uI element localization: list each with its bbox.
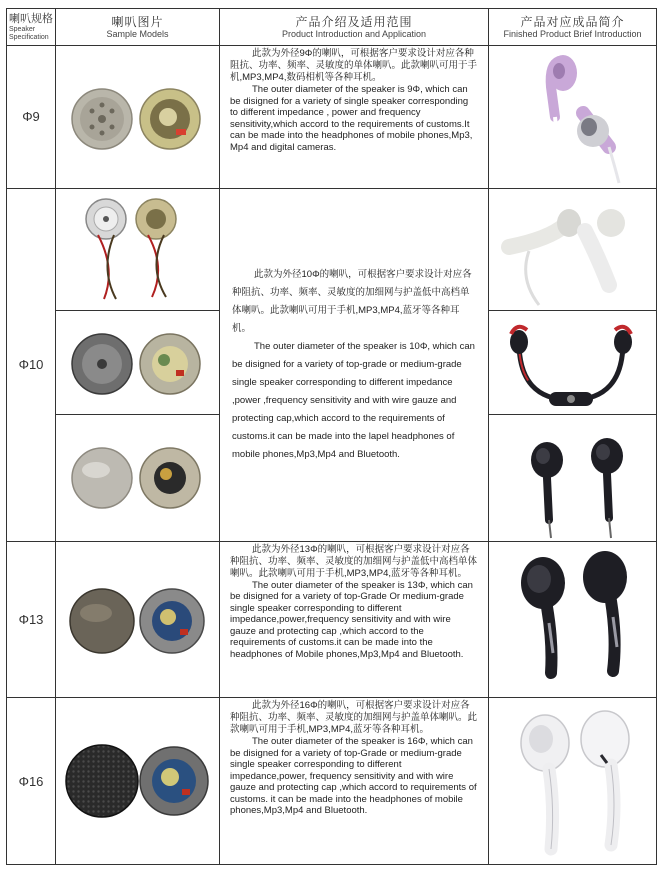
header-finished: 产品对应成品简介 Finished Product Brief Introduction <box>489 9 657 46</box>
white-earphone-image <box>489 189 655 309</box>
speaker-image-cell <box>56 415 220 541</box>
speaker-10-silver-image <box>56 416 219 540</box>
product-intro <box>220 46 489 188</box>
table-row <box>7 188 657 310</box>
earphone-image-cell <box>489 46 657 188</box>
earphone-image-cell <box>489 698 657 865</box>
table-row <box>7 698 657 865</box>
product-intro <box>220 188 489 541</box>
black-bud-earphone-image <box>489 543 655 697</box>
table-row <box>7 541 657 698</box>
earphone-image-cell <box>489 188 657 310</box>
speaker-13-image <box>56 543 219 697</box>
intro-cn: 此款为外径10Φ的喇叭，可根据客户要求设计对应各种阻抗、功率、频率、灵敏度的加细网与护盖低中高档单体喇叭。此款喇叭可用于手机,MP3,MP4,蓝牙等各种耳机。 <box>232 268 472 334</box>
intro-cn: 此款为外径16Φ的喇叭，可根据客户要求设计对应各种阻抗、功率、频率、灵敏度的加细网与护盖单体喇叭。此款喇叭可用于手机,MP3,MP4,蓝牙等各种耳机。 <box>230 700 478 736</box>
intro-en: The outer diameter of the speaker is 16Φ, which can be disigned for a variety of top-Grade or medium-grade single speaker corresponding to different impedance,power, frequency sensitivity and with wire gauze and protecting cap ,which accord to requirements of customs. it can be made into the headphones of mobile phones,Mp3,Mp4 and Bluetooth. <box>230 736 477 817</box>
spec-cell: Φ9 <box>7 46 56 188</box>
earphone-image-cell <box>489 311 657 415</box>
speaker-image-cell <box>56 188 220 310</box>
black-earphone-image <box>489 416 655 540</box>
intro-en: The outer diameter of the speaker is 13Φ, which can be disigned for a variety of top-Grade Or medium-grade single speaker corresponding to different impedance,power,frequency sensitivity and with wire gauze and protecting cap ,which accord to the requirements of customs.it can be made into the headphones of Mobile phones,Mp3,Mp4 and Bluetooth. <box>230 579 473 660</box>
purple-earphone-image <box>489 47 655 187</box>
table-row <box>7 46 657 188</box>
intro-en: The outer diameter of the speaker is 10Φ, which can be disigned for a variety of top-grade or medium-grade single speaker corresponding to different impedance ,power ,frequency sensitivity and with wire gauze and protecting cap,which accord to the requirements of customs.it can be made into the lapel headphones of mobile phones,Mp3,Mp4 and Bluetooth. <box>232 340 475 460</box>
header-spec: 喇叭规格 Speaker Specification <box>7 9 56 46</box>
header-row <box>7 9 657 46</box>
spec-cell: Φ13 <box>7 541 56 698</box>
spec-cell: Φ10 <box>7 188 56 541</box>
header-intro: 产品介绍及适用范围 Product Introduction and Application <box>220 9 489 46</box>
header-sample: 喇叭图片 Sample Models <box>56 9 220 46</box>
speaker-image-cell <box>56 698 220 865</box>
speaker-spec-table <box>6 8 657 865</box>
product-intro <box>220 541 489 698</box>
spec-sheet <box>6 8 656 865</box>
spec-cell: Φ16 <box>7 698 56 865</box>
speaker-image-cell <box>56 541 220 698</box>
speaker-16-image <box>56 699 219 863</box>
speaker-9-image <box>56 47 219 187</box>
intro-en: The outer diameter of the speaker is 9Φ, which can be disigned for a variety of single speaker corresponding to different impedance , power and frequency sensitivity,which accord to the requirements of customs.It can be made into the headphones of mobile phones,Mp3, Mp4 and digital cameras. <box>230 84 473 153</box>
speaker-image-cell <box>56 46 220 188</box>
speaker-image-cell <box>56 311 220 415</box>
earphone-image-cell <box>489 415 657 541</box>
neckband-earphone-image <box>489 312 655 414</box>
intro-cn: 此款为外径13Φ的喇叭，可根据客户要求设计对应各种阻抗、功率、频率、灵敏度的加细网与护盖低中高档单体喇叭。此款喇叭可用于手机,MP3,MP4,蓝牙等各种耳机。 <box>230 543 478 579</box>
speaker-10-wired-image <box>56 189 219 309</box>
earphone-image-cell <box>489 541 657 698</box>
white-bud-earphone-image <box>489 699 655 863</box>
speaker-10-image <box>56 312 219 414</box>
intro-cn: 此款为外径9Φ的喇叭，可根据客户要求设计对应各种阻抗、功率、频率、灵敏度的单体喇叭。此款喇叭可用于手机,MP3,MP4,数码相机等各种耳机。 <box>230 48 478 84</box>
product-intro <box>220 698 489 865</box>
